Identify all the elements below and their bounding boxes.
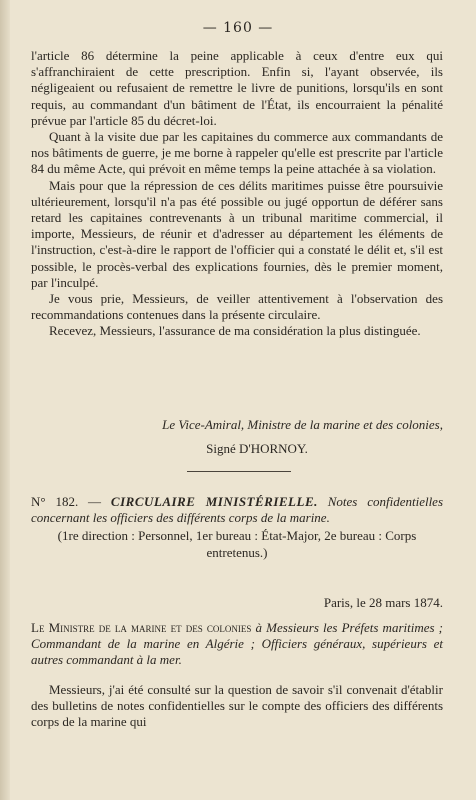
section-divider	[187, 471, 291, 472]
paragraph-visit-captains: Quant à la visite due par les capitaines du commerce aux commandants de nos bâtiments de guerre, je me borne à rappeler qu'elle est prescrite par l'article 84 du même Acte, qui prévoit en même temps la peine attachée à sa violation.	[31, 129, 443, 177]
circular-number: N° 182. —	[31, 494, 102, 509]
circular-body-paragraph: Messieurs, j'ai été consulté sur la question de savoir s'il convenait d'établir des bulletins de notes confidentielles sur le compte des officiers des différents corps de la marine qui	[31, 682, 443, 730]
circular-address	[31, 620, 443, 669]
circular-date: Paris, le 28 mars 1874.	[323, 595, 443, 610]
circular-heading: CIRCULAIRE MINISTÉRIELLE.	[110, 494, 318, 509]
address-recipients: à Messieurs les Préfets maritimes ; Commandant de la marine en Algérie ; Officiers généraux, supérieurs et autres commandant à la mer.	[31, 620, 444, 668]
circular-continuation	[31, 48, 443, 340]
address-sender: Le Ministre de la marine et des colonies	[31, 620, 252, 635]
circular-subject: Notes confidentielles concernant les officiers des différents corps de la marine.	[31, 494, 444, 526]
signature: Signé D'HORNOY.	[206, 441, 308, 456]
circular-direction: (1re direction : Personnel, 1er bureau : État-Major, 2e bureau : Corps entretenus.)	[57, 528, 417, 560]
paragraph-observation-request: Je vous prie, Messieurs, de veiller attentivement à l'observation des recommandations contenues dans la présente circulaire.	[31, 291, 443, 323]
page-number: — 160 —	[202, 20, 274, 36]
paragraph-repression-delits: Mais pour que la répression de ces délits maritimes puisse être poursuivie ultérieurement, lorsqu'il n'a pas été possible ou jugé opportun de déférer sans retard les capitaines contrevenants à un tribunal maritime commercial, il importe, Messieurs, de réunir et d'adresser au département les éléments de l'instruction, c'est-à-dire le rapport de l'officier qui a constaté le délit et, s'il est possible, le procès-verbal des explications fournies, dès le premier moment, par l'inculpé.	[31, 177, 443, 290]
paragraph-closing-formula: Recevez, Messieurs, l'assurance de ma considération la plus distinguée.	[49, 323, 421, 339]
circular-182-header	[31, 494, 443, 561]
circular-body	[31, 682, 443, 731]
signatory-title: Le Vice-Amiral, Ministre de la marine et des colonies,	[162, 417, 443, 432]
paragraph-penalty-article-86: l'article 86 détermine la peine applicable à ceux d'entre eux qui s'affranchiraient de cette prescription. Enfin si, l'ayant observée, ils négligeaient ou refusaient de remettre le livre de punitions, lorsqu'ils en sont requis, au commandant d'un bâtiment de l'État, ils encourraient la pénalité prévue par l'article 85 du décret-loi.	[31, 48, 443, 128]
page-binding-shadow	[0, 0, 10, 800]
